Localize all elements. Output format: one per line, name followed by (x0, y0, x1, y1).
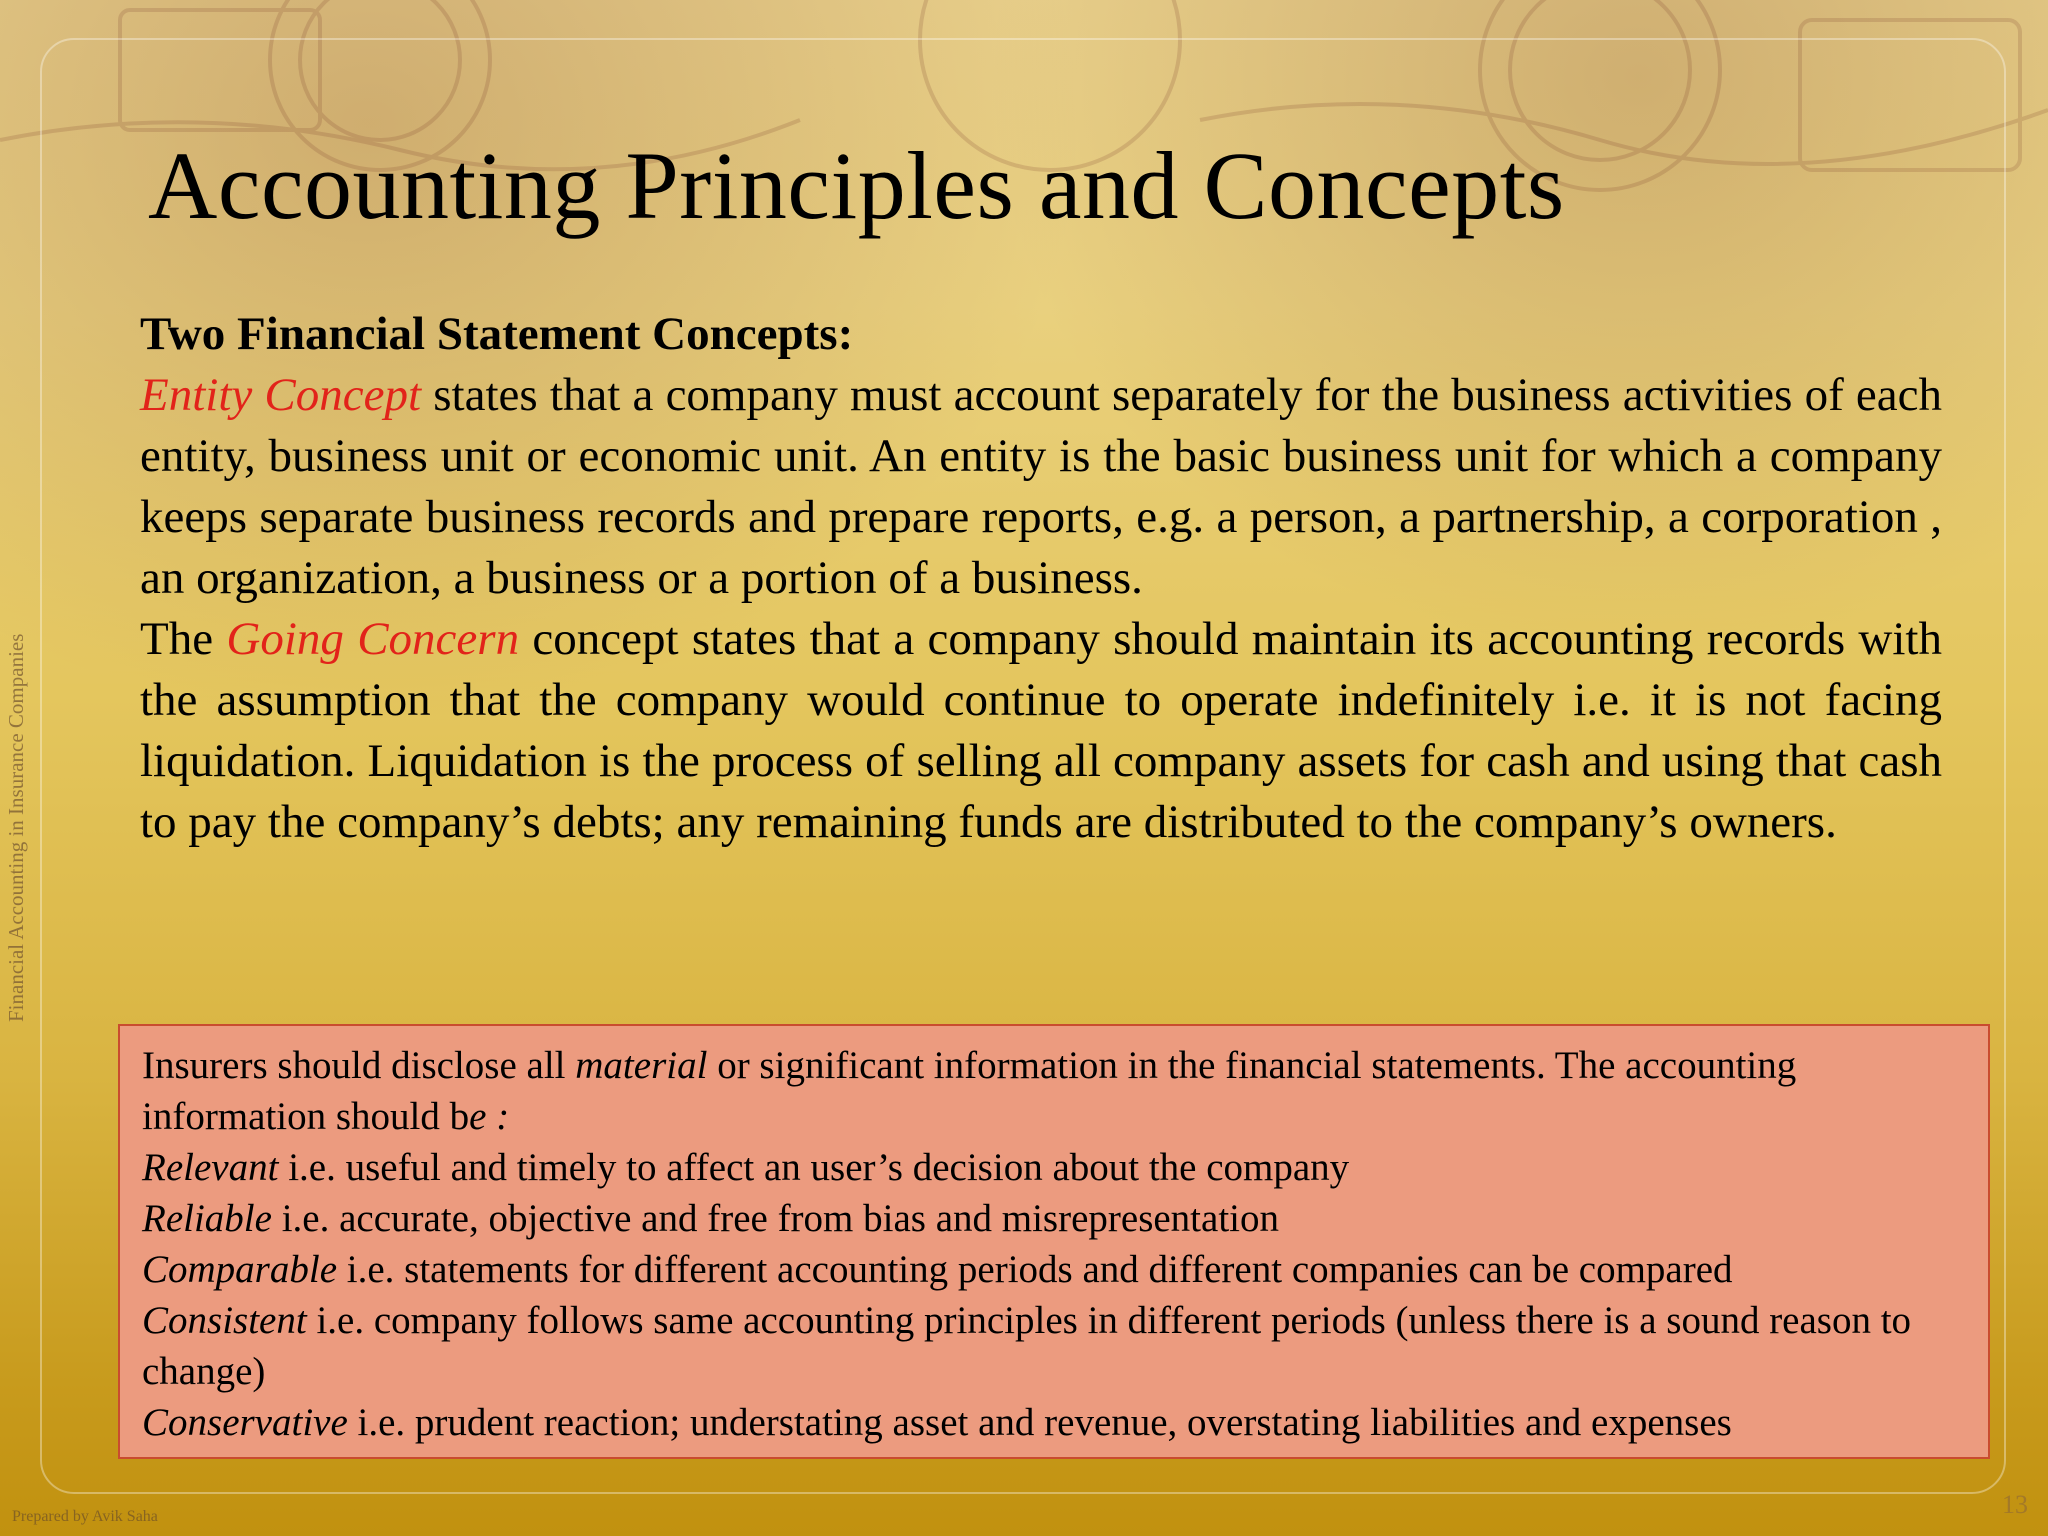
quality-term: Relevant (142, 1146, 279, 1189)
quality-term: Conservative (142, 1401, 348, 1444)
footer-author: Prepared by Avik Saha (12, 1508, 158, 1525)
side-vertical-label: Financial Accounting in Insurance Companies (4, 633, 28, 1022)
going-concern-term: Going Concern (226, 613, 520, 665)
quality-description: i.e. company follows same accounting principles in different periods (unless there is a sound reason to change) (142, 1299, 1912, 1393)
slide-title: Accounting Principles and Concepts (148, 132, 1565, 239)
going-concern-paragraph (140, 609, 1942, 853)
quality-term: Comparable (142, 1248, 337, 1291)
quality-description: i.e. accurate, objective and free from bias and misrepresentation (271, 1197, 1280, 1240)
going-concern-text: concept states that a company should maintain its accounting records with the assumption that the company would continue to operate indefinitely i.e. it is not facing liquidation. Liquidation is the process of selling all company assets for cash and using that cash to pay the company’s debts; any remaining funds are distributed to the company’s owners. (140, 613, 1942, 848)
quality-term: Consistent (142, 1299, 307, 1342)
main-content (140, 304, 1942, 853)
disclosure-callout-box (118, 1024, 1990, 1459)
intro-text-after: or significant information in the financial statements. The accounting information should b (142, 1044, 1797, 1138)
intro-text-end: e : (469, 1095, 510, 1138)
disclosure-intro (142, 1040, 1968, 1142)
intro-material-term: material (575, 1044, 708, 1087)
entity-concept-term: Entity Concept (140, 369, 422, 421)
page-number: 13 (2002, 1490, 2028, 1519)
going-concern-prefix: The (140, 613, 227, 665)
quality-item-comparable (142, 1244, 1968, 1295)
quality-description: i.e. statements for different accounting periods and different companies can be compared (337, 1248, 1733, 1291)
intro-text-before: Insurers should disclose all (142, 1044, 576, 1087)
entity-concept-text: states that a company must account separately for the business activities of each entity, business unit or economic unit. An entity is the basic business unit for which a company keeps separate business records and prepare reports, e.g. a person, a partnership, a corporation , an organization, a business or a portion of a business. (140, 369, 1942, 604)
quality-item-conservative (142, 1397, 1968, 1448)
quality-description: i.e. prudent reaction; understating asset and revenue, overstating liabilities and expenses (347, 1401, 1732, 1444)
quality-description: i.e. useful and timely to affect an user’s decision about the company (278, 1146, 1350, 1189)
quality-term: Reliable (142, 1197, 272, 1240)
entity-concept-paragraph (140, 365, 1942, 609)
section-heading: Two Financial Statement Concepts: (140, 308, 854, 360)
quality-item-relevant (142, 1142, 1968, 1193)
quality-item-consistent (142, 1295, 1968, 1397)
quality-item-reliable (142, 1193, 1968, 1244)
